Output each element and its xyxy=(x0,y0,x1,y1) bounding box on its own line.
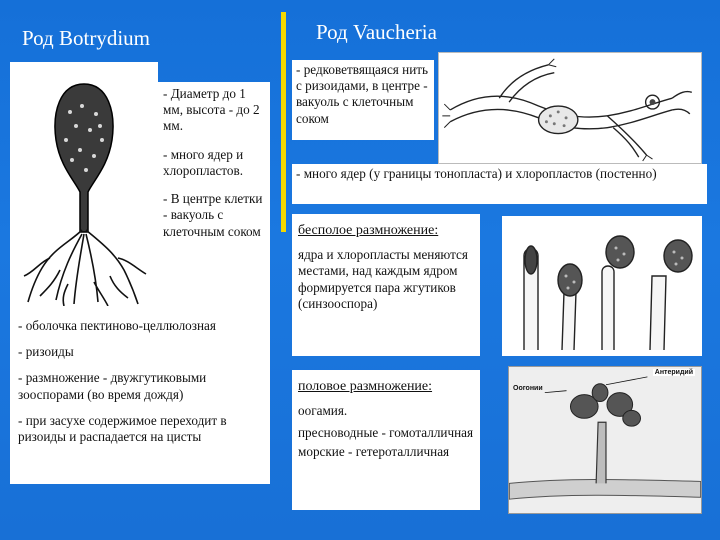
vaucheria-nuclei-box xyxy=(292,164,707,204)
oogonium-label: Оогонии xyxy=(513,385,543,392)
vaucheria-intro-box xyxy=(292,60,434,140)
sexual-line-2: пресноводные - гомоталличная xyxy=(298,425,474,441)
vaucheria-sexual-box xyxy=(292,370,480,510)
botrydium-nuclei-text: - много ядер и хлоропластов. xyxy=(163,146,244,178)
asexual-heading: бесполое размножение: xyxy=(298,223,439,238)
vaucheria-asexual-box xyxy=(292,214,480,356)
asexual-text: ядра и хлоропласты меняются местами, над каждым ядром формируется пара жгутиков (синзооспора) xyxy=(298,247,468,311)
antheridium-label: Антеридий xyxy=(654,369,693,376)
zoosporangia-illustration xyxy=(502,216,702,356)
vaucheria-filament-illustration xyxy=(438,52,702,164)
botrydium-size-text: - Диаметр до 1 мм, высота - до 2 мм. xyxy=(163,86,260,134)
botrydium-drought-text: - при засухе содержимое переходит в ризоиды и распадается на цисты xyxy=(18,412,227,445)
title-botrydium: Род Botrydium xyxy=(22,26,150,50)
vaucheria-intro-text: - редковетвящаяся нить с ризоидами, в центре - вакуоль с клеточным соком xyxy=(296,62,429,126)
yellow-divider xyxy=(281,12,286,232)
botrydium-facts-box xyxy=(158,82,270,306)
vaucheria-nuclei-text: - много ядер (у границы тонопласта) и хлоропластов (постенно) xyxy=(296,166,657,181)
sexual-line-3: морские - гетероталличная xyxy=(298,443,450,459)
oogamy-illustration xyxy=(508,366,702,514)
botrydium-illustration xyxy=(10,62,158,308)
botrydium-reproduction-text: - размножение - двужгутиковыми зооспорами (во время дождя) xyxy=(18,370,207,402)
sexual-heading: половое размножение: xyxy=(298,379,433,394)
title-vaucheria: Род Vaucheria xyxy=(316,20,437,44)
sexual-line-1: оогамия. xyxy=(298,403,348,419)
botrydium-vacuole-text: - В центре клетки - вакуоль с клеточным соком xyxy=(163,191,263,239)
botrydium-wall-text: - оболочка пектиново-целлюлозная xyxy=(18,318,216,333)
botrydium-details-box xyxy=(10,306,270,484)
botrydium-rhizoids-text: - ризоиды xyxy=(18,344,74,360)
